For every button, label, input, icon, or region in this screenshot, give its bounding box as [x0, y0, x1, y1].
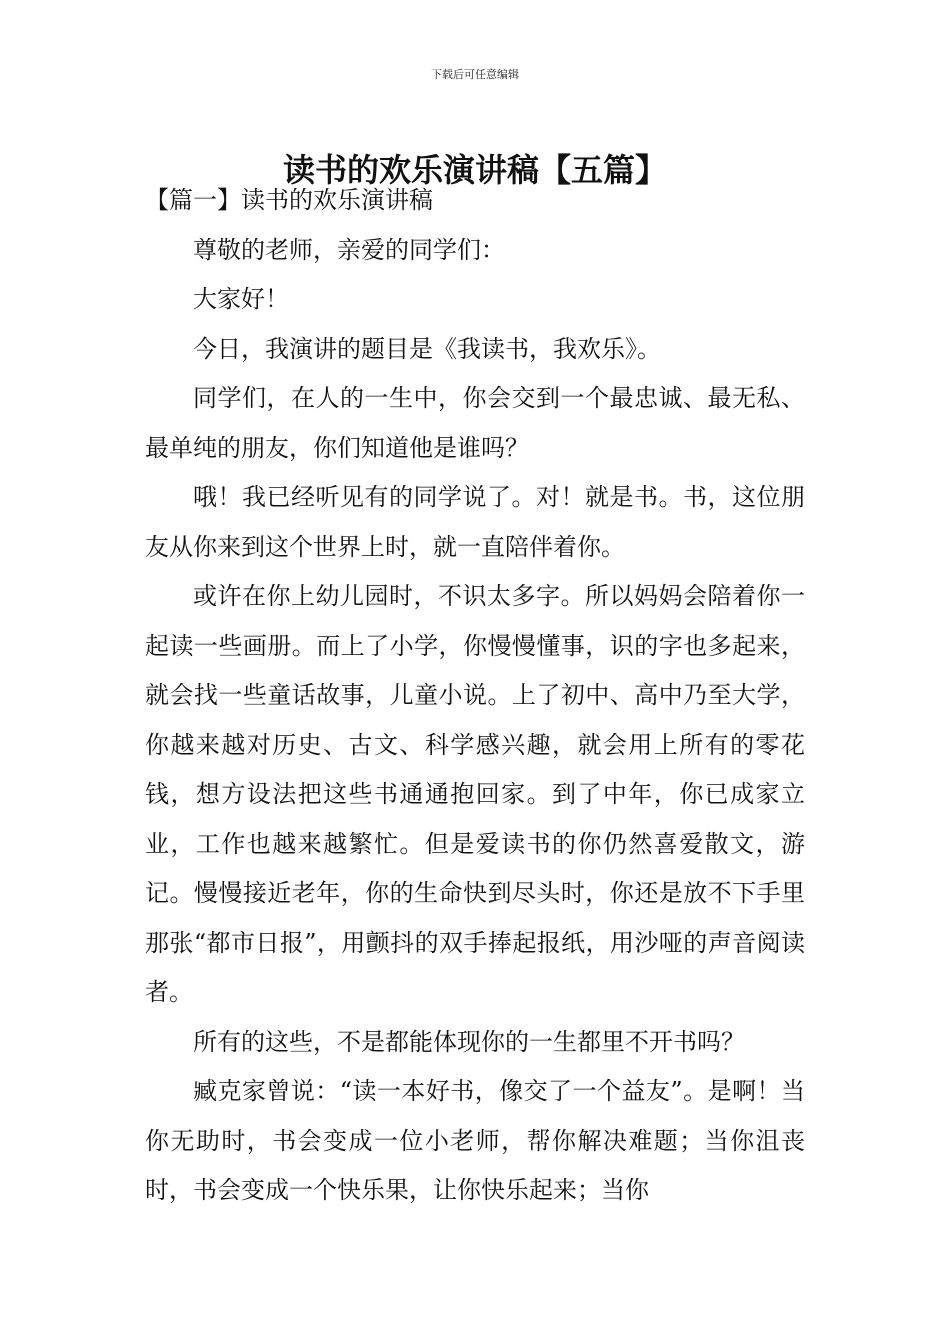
page-title: 读书的欢乐演讲稿【五篇】: [282, 151, 667, 190]
header-note: 下载后可任意编辑: [431, 68, 519, 81]
paragraph: 同学们，在人的一生中，你会交到一个最忠诚、最无私、最单纯的朋友，你们知道他是谁吗？: [145, 384, 805, 462]
paragraph-greeting: 大家好！: [193, 285, 289, 313]
section-heading: 【篇一】读书的欢乐演讲稿: [145, 186, 433, 214]
paragraph-topic: 今日，我演讲的题目是《我读书，我欢乐》。: [193, 334, 661, 363]
paragraph: 臧克家曾说：“读一本好书，像交了一个益友”。是啊！当你无助时，书会变成一位小老师，帮你解决难题；当你沮丧时，书会变成一个快乐果，让你快乐起来；当你: [145, 1077, 805, 1204]
paragraph-salutation: 尊敬的老师，亲爱的同学们：: [193, 235, 505, 264]
document-body: [145, 176, 805, 1216]
paragraph: 或许在你上幼儿园时，不识太多字。所以妈妈会陪着你一起读一些画册。而上了小学，你慢慢懂事，识的字也多起来，就会找一些童话故事，儿童小说。上了初中、高中乃至大学，你越来越对历史、古文、科学感兴趣，就会用上所有的零花钱，想方设法把这些书通通抱回家。到了中年，你已成家立业，工作也越来越繁忙。但是爱读书的你仍然喜爱散文，游记。慢慢接近老年，你的生命快到尽头时，你还是放不下手里那张“都市日报”，用颤抖的双手捧起报纸，用沙哑的声音阅读者。: [145, 582, 805, 1006]
paragraph: 哦！我已经听见有的同学说了。对！就是书。书，这位朋友从你来到这个世界上时，就一直陪伴着你。: [145, 483, 805, 561]
paragraph: 所有的这些，不是都能体现你的一生都里不开书吗？: [193, 1027, 745, 1056]
